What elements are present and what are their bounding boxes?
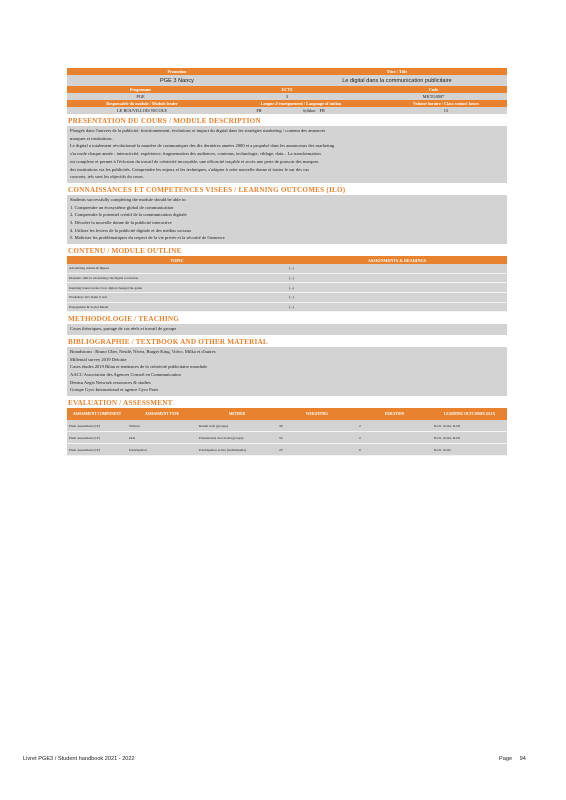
ilo-line: 2. Comprendre le potentiel créatif de la communication digitale — [70, 212, 187, 218]
readings-header: ASSIGNMENTS & READINGS — [367, 257, 427, 263]
eval-component-cell: Final assessment (CF) — [69, 447, 101, 452]
methodo-text — [67, 324, 507, 335]
eval-type-cell: Oral — [129, 435, 136, 440]
module-sheet — [67, 68, 507, 456]
topic-table-header — [67, 256, 507, 264]
biblio-line: AACC Association des Agences Conseil en Communication — [70, 371, 181, 377]
topic-row — [67, 303, 507, 313]
reading-cell: (...) — [289, 285, 294, 290]
biblio-line: Brandstorm : Bruno Uber, Nestlé, Nivea, Burger King, Volvo, Milka et d'autres — [70, 348, 216, 354]
methodo-heading: METHODOLOGIE / TEACHING — [68, 315, 180, 324]
eval-ilo-cell: ILO1, ILO4, ILO5 — [434, 423, 461, 428]
eval-type-header: ASSESSMENT TYPE — [144, 412, 180, 417]
volume-label: Volume horaire / Class contact hours — [413, 101, 479, 106]
ilo-text — [67, 195, 507, 244]
header-labels-row-2 — [67, 86, 507, 93]
reading-cell: (...) — [289, 295, 294, 300]
topic-row — [67, 293, 507, 303]
header-values-row-3 — [67, 107, 507, 114]
eval-component-cell: Final assessment (CF) — [69, 435, 101, 440]
topic-row — [67, 274, 507, 284]
eval-row — [67, 444, 507, 456]
syllabus-label: Syllabus — [303, 109, 316, 113]
biblio-line: Millenial survey 2019 Deloitte — [70, 356, 127, 362]
biblio-heading: BIBLIOGRAPHIE / TEXTBOOK AND OTHER MATERIAL — [68, 337, 268, 346]
module-title: Le digital dans la communication publicitaire — [342, 77, 452, 84]
header-values-row-1 — [67, 75, 507, 86]
eval-weighting-cell: 50 — [279, 435, 283, 440]
eval-row — [67, 420, 507, 432]
eval-duration-cell: 2 — [359, 423, 361, 428]
footer-page-label: Page — [499, 756, 513, 762]
topic-header: TOPIC — [170, 257, 184, 263]
eval-weighting-header: WEIGHTING — [305, 412, 329, 417]
programme-label: Programme — [129, 87, 152, 92]
presentation-line: Plongée dans l'univers de la publicité, fonctionnement, évolutions et impact du digital dans les stratégies marketing / contenu des annonces — [70, 128, 326, 133]
ects-value: 3 — [285, 94, 289, 99]
eval-duration-header: DURATION — [384, 412, 405, 417]
ilo-line: 4. Utiliser les leviers de la publicité digitale et des médias sociaux — [70, 227, 192, 233]
ilo-line: 1. Comprendre un écosystème global de communication — [70, 204, 174, 210]
presentation-heading: PRESENTATION DU COURS / MODULE DESCRIPTION — [68, 117, 261, 125]
eval-component-header: ASSESSMENT COMPONENT — [72, 411, 122, 416]
footer-page-number: 94 — [519, 756, 526, 762]
ilo-line: Students successfully completing the module should be able to: — [70, 196, 187, 202]
language-label: Langue d'enseignement / Language of tuition — [260, 101, 342, 106]
presentation-line: concrets, tels sont les objectifs du cours. — [70, 174, 144, 180]
eval-weighting-cell: 20 — [279, 447, 283, 452]
promotion-label: Promotion — [167, 69, 187, 74]
eval-duration-cell: 2 — [359, 435, 361, 440]
eval-method-cell: Participation active (individuelle) — [199, 447, 247, 452]
eval-ilo-header: LEARNING OUTCOMES (ILO) — [443, 411, 496, 416]
eval-heading: EVALUATION / ASSESSMENT — [68, 399, 173, 408]
volume-value: 15 — [443, 108, 449, 113]
topic-row — [67, 283, 507, 293]
eval-component-cell: Final assessment (CF) — [69, 423, 101, 428]
eval-duration-cell: 0 — [359, 447, 361, 452]
header-labels-row-3 — [67, 100, 507, 107]
reading-cell: (...) — [289, 276, 294, 281]
programme-value: PGE — [136, 94, 145, 99]
methodo-line: Cours théoriques, partage de cas réels et travail de groupe — [70, 326, 177, 332]
presentation-line: s'accorde chaque année : interactivité, expérience, fragmentation des audiences, contenus, technologie, ciblage, data... La transformation — [70, 151, 321, 157]
presentation-line: Le digital a totalement révolutionné la manière de communiquer des dix dernières années 2000 et a propulsé dans les annonceurs des marketing — [70, 143, 335, 149]
syllabus-field — [301, 108, 385, 113]
presentation-text — [67, 126, 507, 183]
eval-weighting-cell: 30 — [279, 423, 283, 428]
code-label: Code — [428, 87, 439, 92]
eval-method-cell: Rendu écrit (groupe) — [199, 423, 229, 428]
footer-handbook: Livret PGE3 / Student handbook 2021 - 2022 — [23, 756, 135, 762]
responsable-label: Responsable du module / Module leader — [106, 101, 178, 106]
ects-label: ECTS — [281, 87, 293, 92]
ilo-heading: CONNAISSANCES ET COMPETENCES VISEES / LEARNING OUTCOMES (ILO) — [68, 185, 346, 194]
reading-cell: (...) — [289, 266, 294, 271]
eval-type-cell: Participation — [129, 447, 147, 452]
eval-method-header: MÉTHOD — [228, 412, 246, 417]
eval-method-cell: Présentation du travail (groupe) — [199, 435, 244, 440]
eval-ilo-cell: ILO1, ILO4, ILO5 — [434, 435, 461, 440]
eval-table-header — [67, 408, 507, 420]
eval-ilo-cell: ILO1, ILO2 — [434, 447, 451, 452]
contenu-heading: CONTENU / MODULE OUTLINE — [68, 247, 182, 256]
biblio-line: Cases études 2019 Bilan et tendances de la créativité publicitaire mondiale — [70, 364, 208, 370]
title-label: Titre / Title — [386, 69, 408, 74]
topic-cell: Engagement & Social Media — [69, 304, 109, 309]
topic-cell: Inspiring brand stories: how digital changed the game — [69, 285, 142, 290]
header-labels-row-1 — [67, 68, 507, 75]
presentation-line: des institutions via les publicités. Comprendre les enjeux et les techniques, s'adapter à cette nouvelle donne et traiter le sur des cas — [70, 166, 309, 172]
ilo-line: 3. Décoder la nouvelle donne de la publicité interactive — [70, 220, 172, 226]
topic-cell: Advertising culture & figures — [69, 266, 110, 271]
promotion-value: PGE 3 Nancy — [160, 77, 194, 84]
header-values-row-2 — [67, 93, 507, 100]
reading-cell: (...) — [289, 304, 294, 309]
biblio-text — [67, 347, 507, 396]
responsable-value: LE ROUVILLOIS NICOLE — [117, 108, 167, 113]
topic-row — [67, 264, 507, 274]
topic-cell: Workshop: let's make it real — [69, 295, 107, 300]
footer-page — [499, 756, 526, 762]
syllabus-value: FR — [319, 108, 325, 113]
biblio-line: Dentsu Aegis Network ressources & studies — [70, 379, 151, 385]
language-value: FR — [256, 108, 262, 113]
biblio-line: Groupe Gyro International et agence Gyro Paris — [70, 387, 159, 393]
topic-table-body — [67, 264, 507, 312]
presentation-line: est complexe et permet à l'éclosion du travail de créativité incroyable, une efficacité traçable et accès une perte de pouvoir des marques — [70, 158, 319, 164]
eval-table-body — [67, 420, 507, 456]
ilo-line: 5. Maîtriser les problématiques du respect de la vie privée et la sécurité de l'annonce — [70, 235, 225, 241]
topic-cell: Dramatic shift in advertising: the digital revolution — [69, 276, 139, 281]
eval-type-cell: Written — [129, 423, 140, 428]
code-value: MKTG0007 — [422, 94, 445, 99]
eval-row — [67, 432, 507, 444]
presentation-line: marques et institutions. — [70, 135, 113, 141]
